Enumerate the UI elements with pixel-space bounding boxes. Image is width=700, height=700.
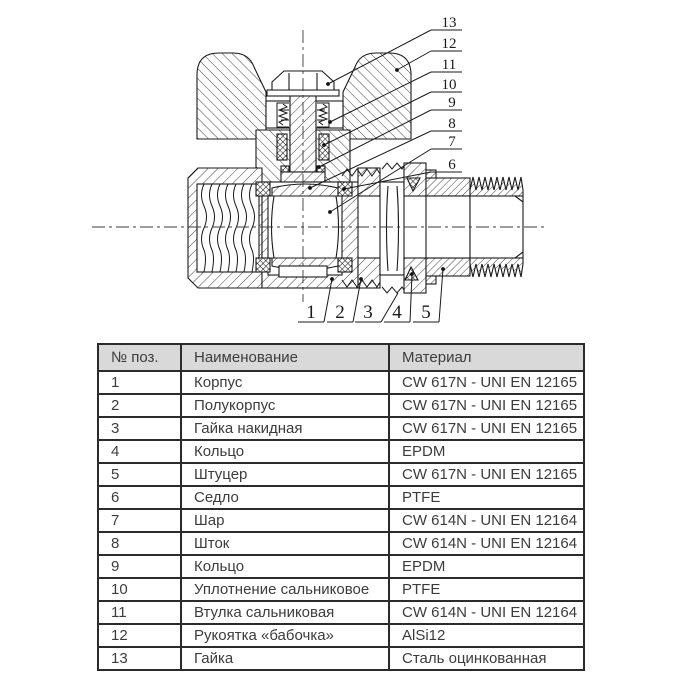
callout-2: 2 <box>335 302 345 323</box>
cell-material: CW 614N - UNI EN 12164 <box>389 509 584 532</box>
cell-material: AlSi12 <box>389 624 584 647</box>
cell-position: 8 <box>98 532 181 555</box>
callout-7: 7 <box>448 134 456 150</box>
cell-position: 10 <box>98 578 181 601</box>
callout-4: 4 <box>392 302 402 323</box>
callout-13: 13 <box>441 15 457 31</box>
cell-material: CW 614N - UNI EN 12164 <box>389 532 584 555</box>
cell-name: Уплотнение сальниковое <box>181 578 389 601</box>
cell-name: Гайка накидная <box>181 417 389 440</box>
cell-name: Шток <box>181 532 389 555</box>
cell-material: EPDM <box>389 555 584 578</box>
callout-8: 8 <box>448 116 456 132</box>
cell-position: 5 <box>98 463 181 486</box>
cell-name: Гайка <box>181 647 389 670</box>
valve-cross-section-diagram <box>0 0 700 340</box>
cell-material: PTFE <box>389 486 584 509</box>
male-thread-bottom <box>470 258 523 277</box>
table-row <box>98 394 584 417</box>
header-name: Наименование <box>181 344 389 371</box>
cell-position: 11 <box>98 601 181 624</box>
callout-1: 1 <box>306 302 316 323</box>
cell-position: 1 <box>98 371 181 394</box>
cell-material: CW 617N - UNI EN 12165 <box>389 463 584 486</box>
stuffing-seal-left <box>277 134 287 160</box>
cell-position: 4 <box>98 440 181 463</box>
table-row <box>98 578 584 601</box>
table-row <box>98 532 584 555</box>
table-row <box>98 371 584 394</box>
table-row <box>98 509 584 532</box>
valve-body <box>188 168 358 288</box>
handle-left-wing <box>197 53 266 139</box>
parts-table <box>97 343 585 671</box>
table-row <box>98 486 584 509</box>
cell-material: PTFE <box>389 578 584 601</box>
stuffing-seal-right <box>319 134 329 160</box>
cell-position: 12 <box>98 624 181 647</box>
cell-material: CW 617N - UNI EN 12165 <box>389 371 584 394</box>
male-thread-top <box>470 177 523 196</box>
cell-position: 9 <box>98 555 181 578</box>
table-row <box>98 601 584 624</box>
table-row <box>98 647 584 670</box>
cell-name: Корпус <box>181 371 389 394</box>
cell-material: CW 614N - UNI EN 12164 <box>389 601 584 624</box>
callout-9: 9 <box>448 95 456 111</box>
table-row <box>98 463 584 486</box>
cell-position: 13 <box>98 647 181 670</box>
parts-table-body <box>98 371 584 670</box>
callout-10: 10 <box>441 77 457 93</box>
cell-name: Полукорпус <box>181 394 389 417</box>
cell-position: 3 <box>98 417 181 440</box>
callout-3: 3 <box>363 302 373 323</box>
cell-name: Втулка сальниковая <box>181 601 389 624</box>
header-material: Материал <box>389 344 584 371</box>
cell-material: EPDM <box>389 440 584 463</box>
cell-name: Рукоятка «бабочка» <box>181 624 389 647</box>
cell-name: Кольцо <box>181 555 389 578</box>
cell-position: 6 <box>98 486 181 509</box>
table-row <box>98 555 584 578</box>
callout-5: 5 <box>421 302 431 323</box>
table-header-row <box>98 344 584 371</box>
callout-11: 11 <box>441 57 457 73</box>
cell-material: CW 617N - UNI EN 12165 <box>389 417 584 440</box>
header-position: № поз. <box>98 344 181 371</box>
table-row <box>98 624 584 647</box>
table-row <box>98 440 584 463</box>
callout-12: 12 <box>441 36 457 52</box>
cell-name: Шар <box>181 509 389 532</box>
cell-name: Штуцер <box>181 463 389 486</box>
cell-name: Кольцо <box>181 440 389 463</box>
cell-material: Сталь оцинкованная <box>389 647 584 670</box>
cell-name: Седло <box>181 486 389 509</box>
cell-position: 2 <box>98 394 181 417</box>
cell-position: 7 <box>98 509 181 532</box>
table-row <box>98 417 584 440</box>
cell-material: CW 617N - UNI EN 12165 <box>389 394 584 417</box>
handle-right-wing <box>343 53 411 139</box>
callout-6: 6 <box>448 157 456 173</box>
